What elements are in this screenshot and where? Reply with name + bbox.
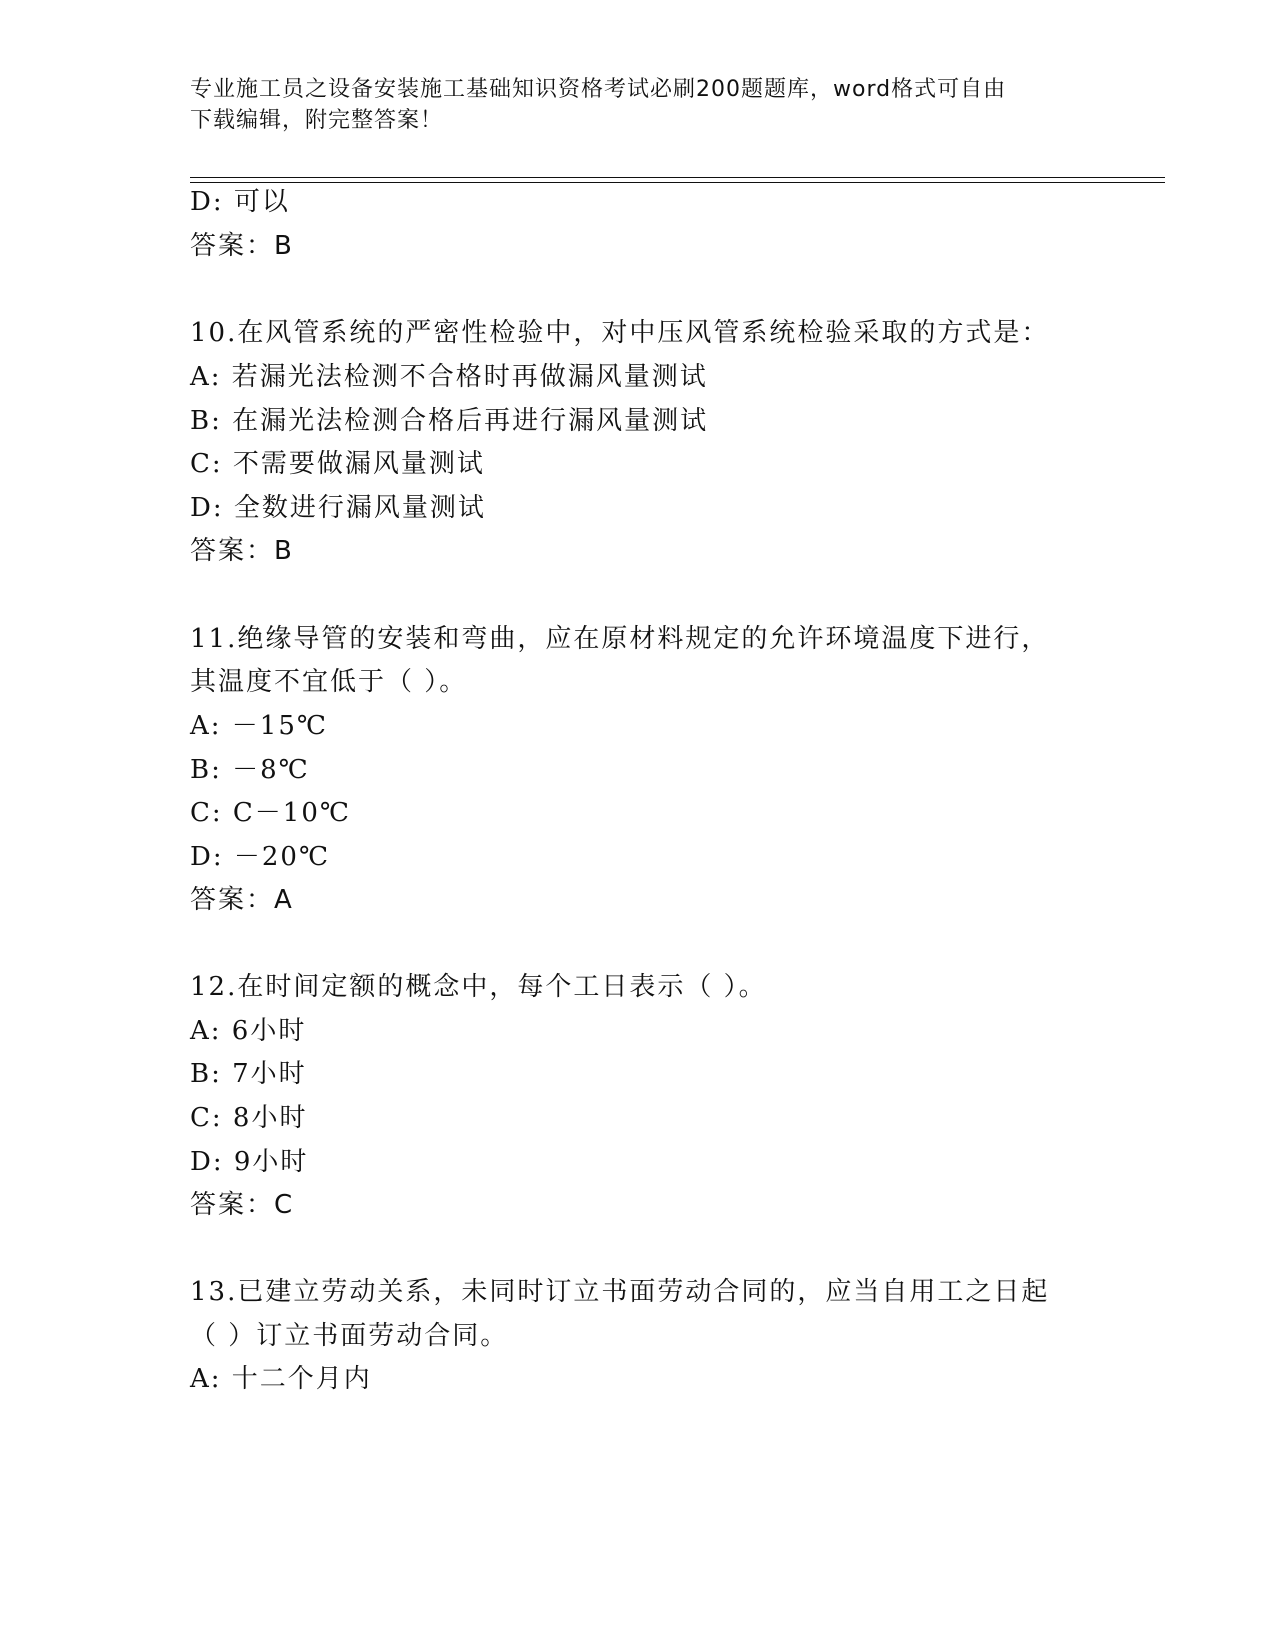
- question-10-option-d: D: 全数进行漏风量测试: [190, 493, 486, 523]
- question-10-option-c: C: 不需要做漏风量测试: [190, 449, 485, 479]
- document-header: [190, 74, 1090, 136]
- prev-question-option-d: D: 可以: [190, 187, 290, 217]
- header-line-2: 下载编辑，附完整答案！: [190, 108, 444, 133]
- question-12-stem: 12.在时间定额的概念中，每个工日表示（ ）。: [190, 972, 767, 1002]
- question-10-option-a: A: 若漏光法检测不合格时再做漏风量测试: [190, 362, 708, 392]
- question-13-stem-line-2: （ ）订立书面劳动合同。: [190, 1321, 509, 1351]
- question-11-stem-line-1: 11.绝缘导管的安装和弯曲，应在原材料规定的允许环境温度下进行，: [190, 624, 1050, 654]
- question-12-answer: 答案：C: [190, 1190, 295, 1220]
- header-line-1: 专业施工员之设备安装施工基础知识资格考试必刷200题题库，word格式可自由: [190, 77, 1007, 102]
- header-divider-top: [190, 177, 1165, 178]
- question-11-stem-line-2: 其温度不宜低于（ ）。: [190, 667, 468, 697]
- question-12-option-d: D: 9小时: [190, 1147, 309, 1177]
- header-divider-bottom: [190, 182, 1165, 183]
- question-10-option-b: B: 在漏光法检测合格后再进行漏风量测试: [190, 406, 709, 436]
- question-12-option-c: C: 8小时: [190, 1103, 308, 1133]
- question-12-option-a: A: 6小时: [190, 1016, 307, 1046]
- question-12-option-b: B: 7小时: [190, 1059, 307, 1089]
- question-11-option-b: B: －8℃: [190, 755, 310, 785]
- question-11-option-d: D: －20℃: [190, 842, 331, 872]
- question-10-stem: 10.在风管系统的严密性检验中，对中压风管系统检验采取的方式是：: [190, 318, 1050, 348]
- question-11-answer: 答案：A: [190, 885, 294, 915]
- question-11-option-a: A: －15℃: [190, 711, 328, 741]
- question-13-stem-line-1: 13.已建立劳动关系，未同时订立书面劳动合同的，应当自用工之日起: [190, 1277, 1050, 1307]
- prev-question-answer: 答案：B: [190, 231, 294, 261]
- question-11-option-c: C: C－10℃: [190, 798, 351, 828]
- question-10-answer: 答案：B: [190, 536, 294, 566]
- question-13-option-a: A: 十二个月内: [190, 1364, 372, 1394]
